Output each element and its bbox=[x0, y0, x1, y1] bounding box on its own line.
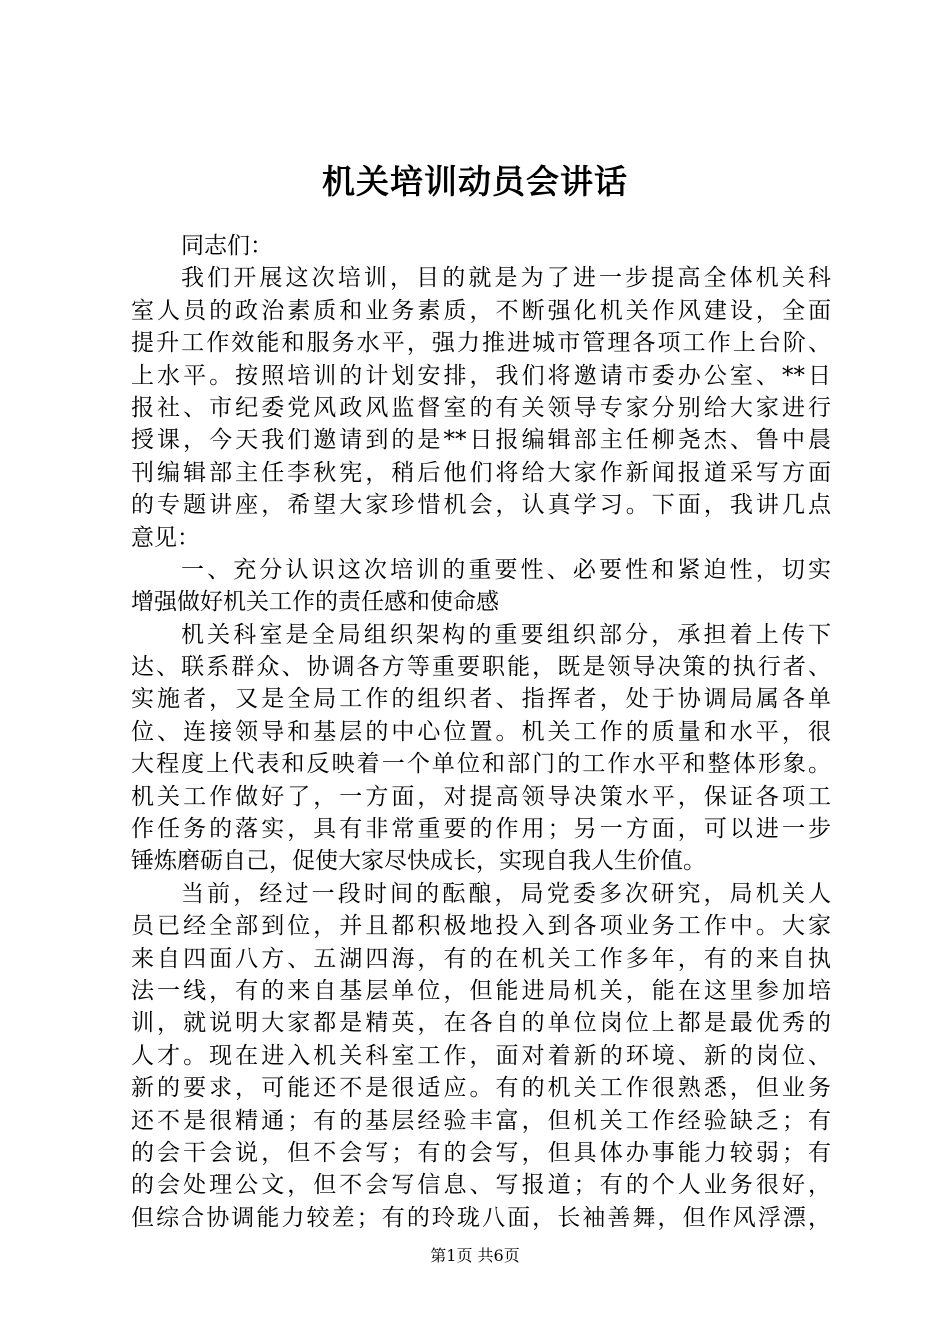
document-body bbox=[131, 230, 831, 1234]
text-line: 增强做好机关工作的责任感和使命感 bbox=[131, 589, 499, 616]
text-line: 作任务的落实，具有非常重要的作用；另一方面，可以进一步 bbox=[131, 816, 831, 843]
text-line: 新的要求，可能还不是很适应。有的机关工作很熟悉，但业务 bbox=[131, 1075, 831, 1102]
text-line: 机关工作做好了，一方面，对提高领导决策水平，保证各项工 bbox=[131, 783, 831, 810]
text-line: 但综合协调能力较差；有的玲珑八面，长袖善舞，但作风浮漂， bbox=[131, 1204, 831, 1231]
text-line: 大程度上代表和反映着一个单位和部门的工作水平和整体形象。 bbox=[131, 751, 831, 778]
text-line: 刊编辑部主任李秋宪，稍后他们将给大家作新闻报道采写方面 bbox=[131, 459, 831, 486]
text-line: 机关科室是全局组织架构的重要组织部分，承担着上传下 bbox=[181, 621, 831, 648]
text-line: 员已经全部到位，并且都积极地投入到各项业务工作中。大家 bbox=[131, 913, 831, 940]
text-line: 授课，今天我们邀请到的是**日报编辑部主任柳尧杰、鲁中晨 bbox=[131, 427, 831, 454]
text-line: 实施者，又是全局工作的组织者、指挥者，处于协调局属各单 bbox=[131, 686, 831, 713]
text-line: 的会干会说，但不会写；有的会写，但具体办事能力较弱；有 bbox=[131, 1139, 831, 1166]
text-line: 一、充分认识这次培训的重要性、必要性和紧迫性，切实 bbox=[181, 556, 831, 583]
text-line: 训，就说明大家都是精英，在各自的单位岗位上都是最优秀的 bbox=[131, 1010, 831, 1037]
text-line: 来自四面八方、五湖四海，有的在机关工作多年，有的来自执 bbox=[131, 945, 831, 972]
text-line: 报社、市纪委党风政风监督室的有关领导专家分别给大家进行 bbox=[131, 394, 831, 421]
text-line: 室人员的政治素质和业务素质，不断强化机关作风建设，全面 bbox=[131, 297, 831, 324]
text-line: 的专题讲座，希望大家珍惜机会，认真学习。下面，我讲几点 bbox=[131, 492, 831, 519]
text-line: 我们开展这次培训，目的就是为了进一步提高全体机关科 bbox=[181, 265, 831, 292]
text-line: 还不是很精通；有的基层经验丰富，但机关工作经验缺乏；有 bbox=[131, 1107, 831, 1134]
text-line: 人才。现在进入机关科室工作，面对着新的环境、新的岗位、 bbox=[131, 1042, 831, 1069]
text-line: 当前，经过一段时间的酝酿，局党委多次研究，局机关人 bbox=[181, 880, 831, 907]
text-line: 位、连接领导和基层的中心位置。机关工作的质量和水平，很 bbox=[131, 718, 831, 745]
text-line: 同志们： bbox=[181, 233, 273, 259]
text-line: 上水平。按照培训的计划安排，我们将邀请市委办公室、**日 bbox=[131, 362, 831, 389]
text-line: 的会处理公文，但不会写信息、写报道；有的个人业务很好， bbox=[131, 1172, 831, 1199]
text-line: 意见： bbox=[131, 524, 200, 551]
page-footer: 第1页 共6页 bbox=[430, 1246, 520, 1265]
text-line: 提升工作效能和服务水平，强力推进城市管理各项工作上台阶、 bbox=[131, 330, 831, 357]
text-line: 达、联系群众、协调各方等重要职能，既是领导决策的执行者、 bbox=[131, 654, 831, 681]
text-line: 法一线，有的来自基层单位，但能进局机关，能在这里参加培 bbox=[131, 977, 831, 1004]
text-line: 锤炼磨砺自己，促使大家尽快成长，实现自我人生价值。 bbox=[131, 848, 706, 875]
document-title: 机关培训动员会讲话 bbox=[322, 162, 628, 201]
